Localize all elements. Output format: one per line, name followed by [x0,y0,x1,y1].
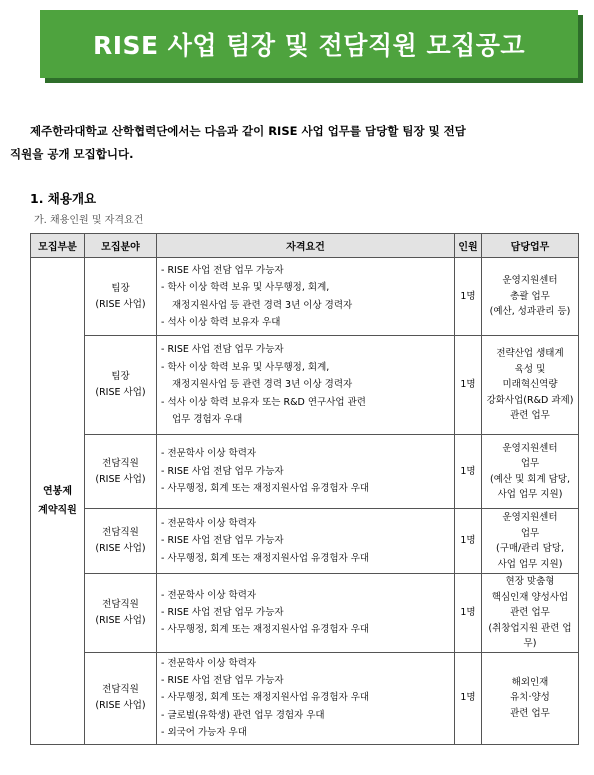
position-cell [85,509,157,574]
position-program: (RISE 사업) [95,700,146,712]
qualification-item: - 석사 이상 학력 보유자 우대 [161,316,281,328]
position-program: (RISE 사업) [95,614,146,626]
qualification-item: 재정지원사업 등 관련 경력 3년 이상 경력자 [172,299,353,311]
qualification-item: - 석사 이상 학력 보유자 또는 R&D 연구사업 관련 [161,396,366,408]
table-row [31,652,579,744]
qualification-item: - 전문학사 이상 학력자 [161,589,257,601]
qualifications-cell [157,574,455,653]
duty-line: 관련 업무 [510,410,550,422]
duty-line: 해외인재 [511,676,549,688]
headcount-cell: 1명 [455,509,482,574]
qualifications-cell [157,336,455,435]
qualification-item: - RISE 사업 전담 업무 가능자 [161,264,284,276]
position-program: (RISE 사업) [95,298,146,310]
duty-line: 육성 및 [514,363,546,375]
recruitment-table [30,233,579,745]
qualification-item: - 사무행정, 회계 또는 재정지원사업 유경험자 우대 [161,552,370,564]
qualification-item: - RISE 사업 전담 업무 가능자 [161,344,284,356]
qualification-item: 재정지원사업 등 관련 경력 3년 이상 경력자 [172,379,353,391]
duty-line: 운영지원센터 [502,442,558,454]
category-line-1: 연봉제 [43,485,72,497]
duty-line: 전략산업 생태계 [496,348,564,360]
qualification-item: - RISE 사업 전담 업무 가능자 [161,535,284,547]
intro-line-1: 제주한라대학교 산학협력단에서는 다음과 같이 RISE 사업 업무를 담당할 팀장 및 전담 [30,124,466,138]
duties-cell [482,574,579,653]
page-title: RISE 사업 팀장 및 전담직원 모집공고 [92,31,526,60]
headcount-cell: 1명 [455,336,482,435]
position-program: (RISE 사업) [95,543,146,554]
position-cell [85,652,157,744]
header-headcount: 인원 [455,234,482,258]
header-position: 모집분야 [85,234,157,258]
duty-line: (취창업지원 관련 업무) [488,622,572,649]
duty-line: 현장 맞춤형 [505,576,555,587]
duties-cell [482,652,579,744]
position-program: (RISE 사업) [95,387,146,398]
category-line-2: 계약직원 [38,504,77,516]
qualification-item: - 전문학사 이상 학력자 [161,657,257,669]
qualification-item: - RISE 사업 전담 업무 가능자 [161,465,284,477]
qualification-item: - 외국어 가능자 우대 [161,727,247,739]
position-title: 팀장 [111,282,130,294]
duties-cell [482,509,579,574]
headcount-cell: 1명 [455,652,482,744]
qualifications-cell [157,509,455,574]
qualification-item: - 사무행정, 회계 또는 재정지원사업 유경험자 우대 [161,483,370,495]
duties-cell [482,435,579,509]
position-cell [85,435,157,509]
table-header-row [31,234,579,258]
duty-line: 운영지원센터 [502,275,558,287]
duty-line: 총괄 업무 [510,290,550,302]
position-cell [85,258,157,336]
category-cell [31,258,85,745]
duty-line: 강화사업(R&D 과제) [486,394,574,406]
duty-line: 미래혁신역량 [502,379,558,391]
headcount-cell: 1명 [455,574,482,653]
section-heading: 1. 채용개요 [30,191,97,206]
duty-line: 업무 [520,458,540,469]
position-title: 전담직원 [102,457,139,469]
subsection-heading: 가. 채용인원 및 자격요건 [34,215,144,226]
table-row [31,435,579,509]
qualification-item: - RISE 사업 전담 업무 가능자 [161,607,284,619]
qualification-item: - 사무행정, 회계 또는 재정지원사업 유경험자 우대 [161,624,370,636]
intro-paragraph [10,120,580,166]
qualification-item: - 전문학사 이상 학력자 [161,448,257,460]
table-row [31,258,579,336]
duty-line: 운영지원센터 [502,512,558,523]
qualifications-cell [157,652,455,744]
qualification-item: 업무 경험자 우대 [172,414,243,426]
table-row [31,336,579,435]
position-cell [85,574,157,653]
duties-cell [482,336,579,435]
duty-line: (예산, 성과관리 등) [489,306,571,318]
duty-line: 사업 업무 지원) [497,489,563,500]
intro-line-2: 직원을 공개 모집합니다. [10,147,134,161]
duty-line: 업무 [520,527,540,539]
qualifications-cell [157,258,455,336]
position-cell [85,336,157,435]
title-banner [40,10,578,78]
qualification-item: - 학사 이상 학력 보유 및 사무행정, 회계, [161,361,330,373]
qualification-item: - RISE 사업 전담 업무 가능자 [161,674,284,686]
qualification-item: - 글로벌(유학생) 관련 업무 경험자 우대 [161,709,325,721]
duty-line: (구매/관리 담당, [495,543,564,554]
headcount-cell: 1명 [455,258,482,336]
duty-line: 관련 업무 [510,707,550,719]
position-title: 전담직원 [102,598,139,610]
position-title: 팀장 [111,371,130,382]
qualification-item: - 전문학사 이상 학력자 [161,517,257,529]
header-qualifications: 자격요건 [157,234,455,258]
duty-line: (예산 및 회계 담당, [489,473,571,485]
position-title: 전담직원 [102,527,139,538]
qualification-item: - 학사 이상 학력 보유 및 사무행정, 회계, [161,282,330,294]
header-category: 모집부분 [31,234,85,258]
table-row [31,574,579,653]
headcount-cell: 1명 [455,435,482,509]
table-row [31,509,579,574]
duty-line: 핵심인재 양성사업 [491,591,569,603]
qualifications-cell [157,435,455,509]
qualification-item: - 사무행정, 회계 또는 재정지원사업 유경험자 우대 [161,692,370,704]
duty-line: 사업 업무 지원) [497,558,563,570]
position-program: (RISE 사업) [95,473,146,485]
duties-cell [482,258,579,336]
position-title: 전담직원 [102,684,139,696]
header-duties: 담당업무 [482,234,579,258]
duty-line: 관련 업무 [510,607,550,618]
duty-line: 유치·양성 [510,692,550,704]
